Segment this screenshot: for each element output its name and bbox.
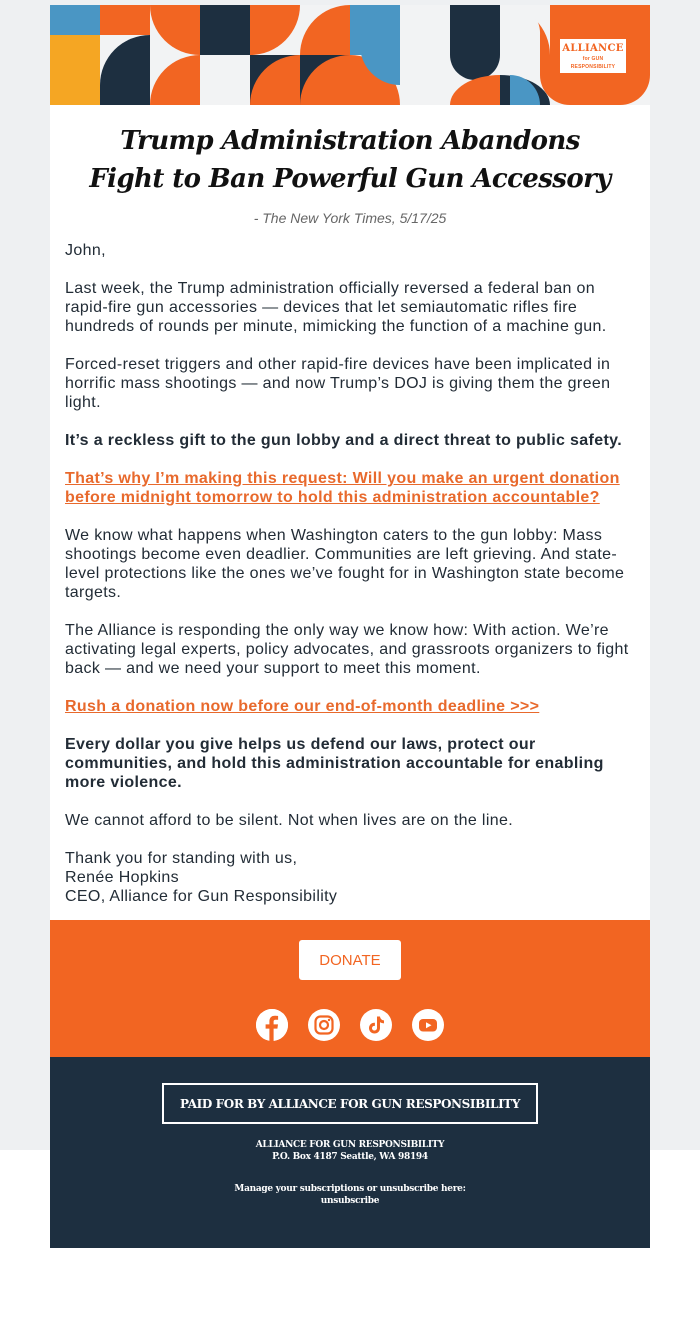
manage-text: Manage your subscriptions or unsubscribe here: <box>234 1184 466 1194</box>
paragraph-4: We know what happens when Washington caters to the gun lobby: Mass shootings become even deadlier. Communities are left grieving. And state-level protections like the ones we’ve fought for in Washington state become targets. <box>65 527 625 601</box>
paragraph-7: We cannot afford to be silent. Not when lives are on the line. <box>65 812 514 829</box>
logo-wordmark: ALLIANCE <box>562 43 624 54</box>
header-banner <box>50 5 650 105</box>
instagram-icon[interactable] <box>308 1009 340 1041</box>
subscription-management <box>50 1183 650 1207</box>
donation-request-paragraph <box>65 469 635 507</box>
youtube-icon[interactable] <box>412 1009 444 1041</box>
facebook-icon[interactable] <box>256 1009 288 1041</box>
unsubscribe-link[interactable]: unsubscribe <box>320 1196 380 1206</box>
alliance-logo[interactable] <box>560 39 626 73</box>
rush-donation-link[interactable]: Rush a donation now before our end-of-month deadline >>> <box>65 698 540 715</box>
email-container <box>50 5 650 1248</box>
paragraph-1: Last week, the Trump administration officially reversed a federal ban on rapid-fire gun accessories — devices that let semiautomatic rifles fire hundreds of rounds per minute, mimicking the function of a machine gun. <box>65 280 607 335</box>
headline-line-2: Fight to Ban Powerful Gun Accessory <box>89 164 611 194</box>
greeting: John, <box>65 242 106 259</box>
paragraph-3-bold: It’s a reckless gift to the gun lobby and a direct threat to public safety. <box>65 432 623 449</box>
article-headline <box>65 122 635 198</box>
footer <box>50 1057 650 1248</box>
cta-section <box>50 920 650 1057</box>
tiktok-icon[interactable] <box>360 1009 392 1041</box>
paragraph-6-bold: Every dollar you give helps us defend our laws, protect our communities, and hold this administration accountable for enabling more violence. <box>65 736 604 791</box>
footer-address <box>50 1139 650 1163</box>
paid-for-disclaimer: PAID FOR BY ALLIANCE FOR GUN RESPONSIBILITY <box>162 1083 538 1124</box>
donate-button[interactable]: DONATE <box>299 940 401 980</box>
footer-org-name: ALLIANCE FOR GUN RESPONSIBILITY <box>255 1140 445 1150</box>
footer-po-box: P.O. Box 4187 Seattle, WA 98194 <box>272 1152 428 1162</box>
signature <box>65 849 635 906</box>
signer-name: Renée Hopkins <box>65 869 179 886</box>
paragraph-2: Forced-reset triggers and other rapid-fire devices have been implicated in horrific mass shootings — and now Trump’s DOJ is giving them the green light. <box>65 356 611 411</box>
headline-line-1: Trump Administration Abandons <box>120 126 580 156</box>
deadline-paragraph <box>65 697 635 716</box>
urgent-donation-link[interactable]: That’s why I’m making this request: Will you make an urgent donation before midnight tomorrow to hold this administration accountable? <box>65 470 620 506</box>
signer-title: CEO, Alliance for Gun Responsibility <box>65 888 338 905</box>
signoff: Thank you for standing with us, <box>65 850 298 867</box>
logo-tagline: for GUN RESPONSIBILITY <box>570 56 616 70</box>
email-body <box>50 105 650 920</box>
paragraph-5: The Alliance is responding the only way we know how: With action. We’re activating legal experts, policy advocates, and grassroots organizers to fight back — and we need your support to meet this moment. <box>65 622 629 677</box>
article-source: - The New York Times, 5/17/25 <box>253 210 447 226</box>
